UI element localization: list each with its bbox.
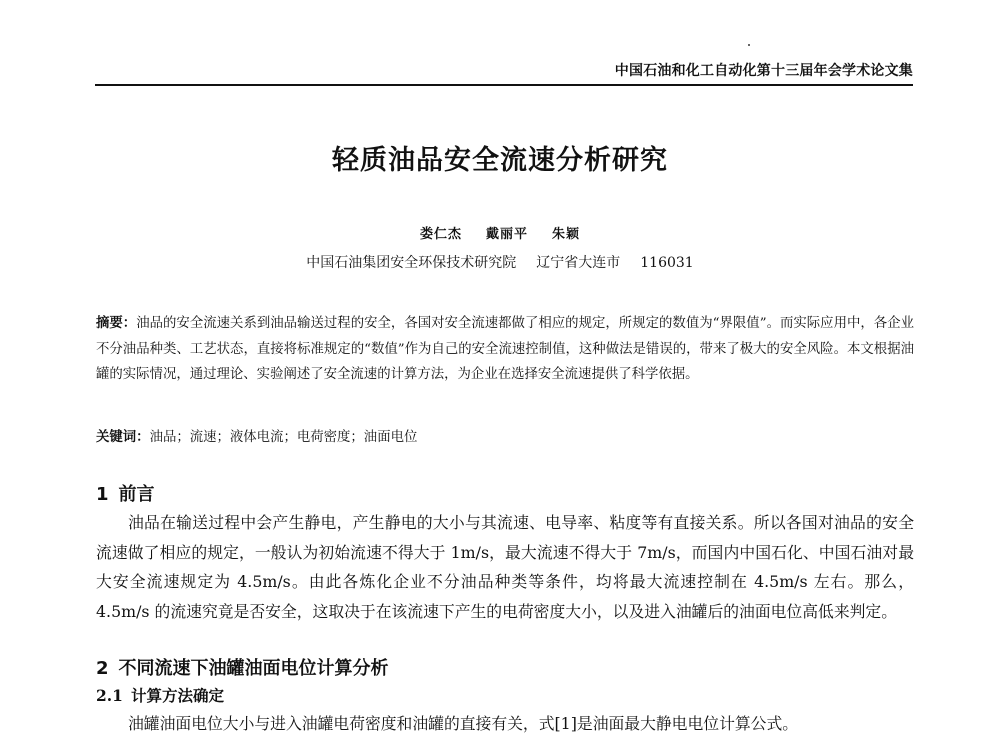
subsection-title: 计算方法确定 — [130, 686, 224, 705]
affiliation-institute: 中国石油集团安全环保技术研究院 — [306, 255, 517, 271]
paper-title: 轻质油品安全流速分析研究 — [332, 145, 668, 177]
section-number: 1 — [96, 484, 109, 505]
author-name: 戴丽平 — [485, 227, 528, 242]
scan-speck — [748, 44, 750, 46]
author-list — [0, 223, 1000, 242]
subsection-number: 2.1 — [96, 686, 123, 705]
author-name: 娄仁杰 — [419, 227, 462, 242]
section-title: 不同流速下油罐油面电位计算分析 — [118, 658, 389, 679]
affiliation-city: 辽宁省大连市 — [536, 255, 621, 271]
abstract — [96, 311, 914, 388]
affiliation — [0, 252, 1000, 272]
subsection-paragraph: 油罐油面电位大小与进入油罐电荷密度和油罐的直接有关，式[1]是油面最大静电电位计算公式。 — [128, 714, 799, 733]
abstract-label: 摘要： — [96, 316, 137, 331]
section-paragraph: 油品在输送过程中会产生静电，产生静电的大小与其流速、电导率、粘度等有直接关系。所以各国对油品的安全流速做了相应的规定，一般认为初始流速不得大于 1m/s，最大流速不得大于 7m/s，而国内中国石化、中国石油对最大安全流速规定为 4.5m/s。由此各炼化企业不分油品种类等条件，均将最大流速控制在 4.5m/s 左右。那么，4.5m/s 的流速究竟是否安全，这取决于在该流速下产生的电荷密度大小，以及进入油罐后的油面电位高低来判定。 — [96, 513, 914, 621]
keywords-text: 油品；流速；液体电流；电荷密度；油面电位 — [149, 430, 418, 445]
header-rule — [95, 84, 913, 86]
section-title: 前言 — [118, 484, 155, 505]
keywords — [96, 426, 914, 445]
section-heading — [96, 654, 389, 680]
author-name: 朱颖 — [552, 227, 581, 242]
subsection-heading — [96, 684, 224, 706]
affiliation-postcode: 116031 — [640, 255, 694, 271]
keywords-label: 关键词： — [96, 430, 150, 445]
section-heading — [96, 480, 155, 506]
section-number: 2 — [96, 658, 109, 679]
abstract-text: 油品的安全流速关系到油品输送过程的安全，各国对安全流速都做了相应的规定，所规定的数值为“界限值”。而实际应用中，各企业不分油品种类、工艺状态，直接将标准规定的“数值”作为自己的安全流速控制值，这种做法是错误的，带来了极大的安全风险。本文根据油罐的实际情况，通过理论、实验阐述了安全流速的计算方法，为企业在选择安全流速提供了科学依据。 — [96, 316, 915, 383]
running-head: 中国石油和化工自动化第十三届年会学术论文集 — [614, 63, 913, 79]
